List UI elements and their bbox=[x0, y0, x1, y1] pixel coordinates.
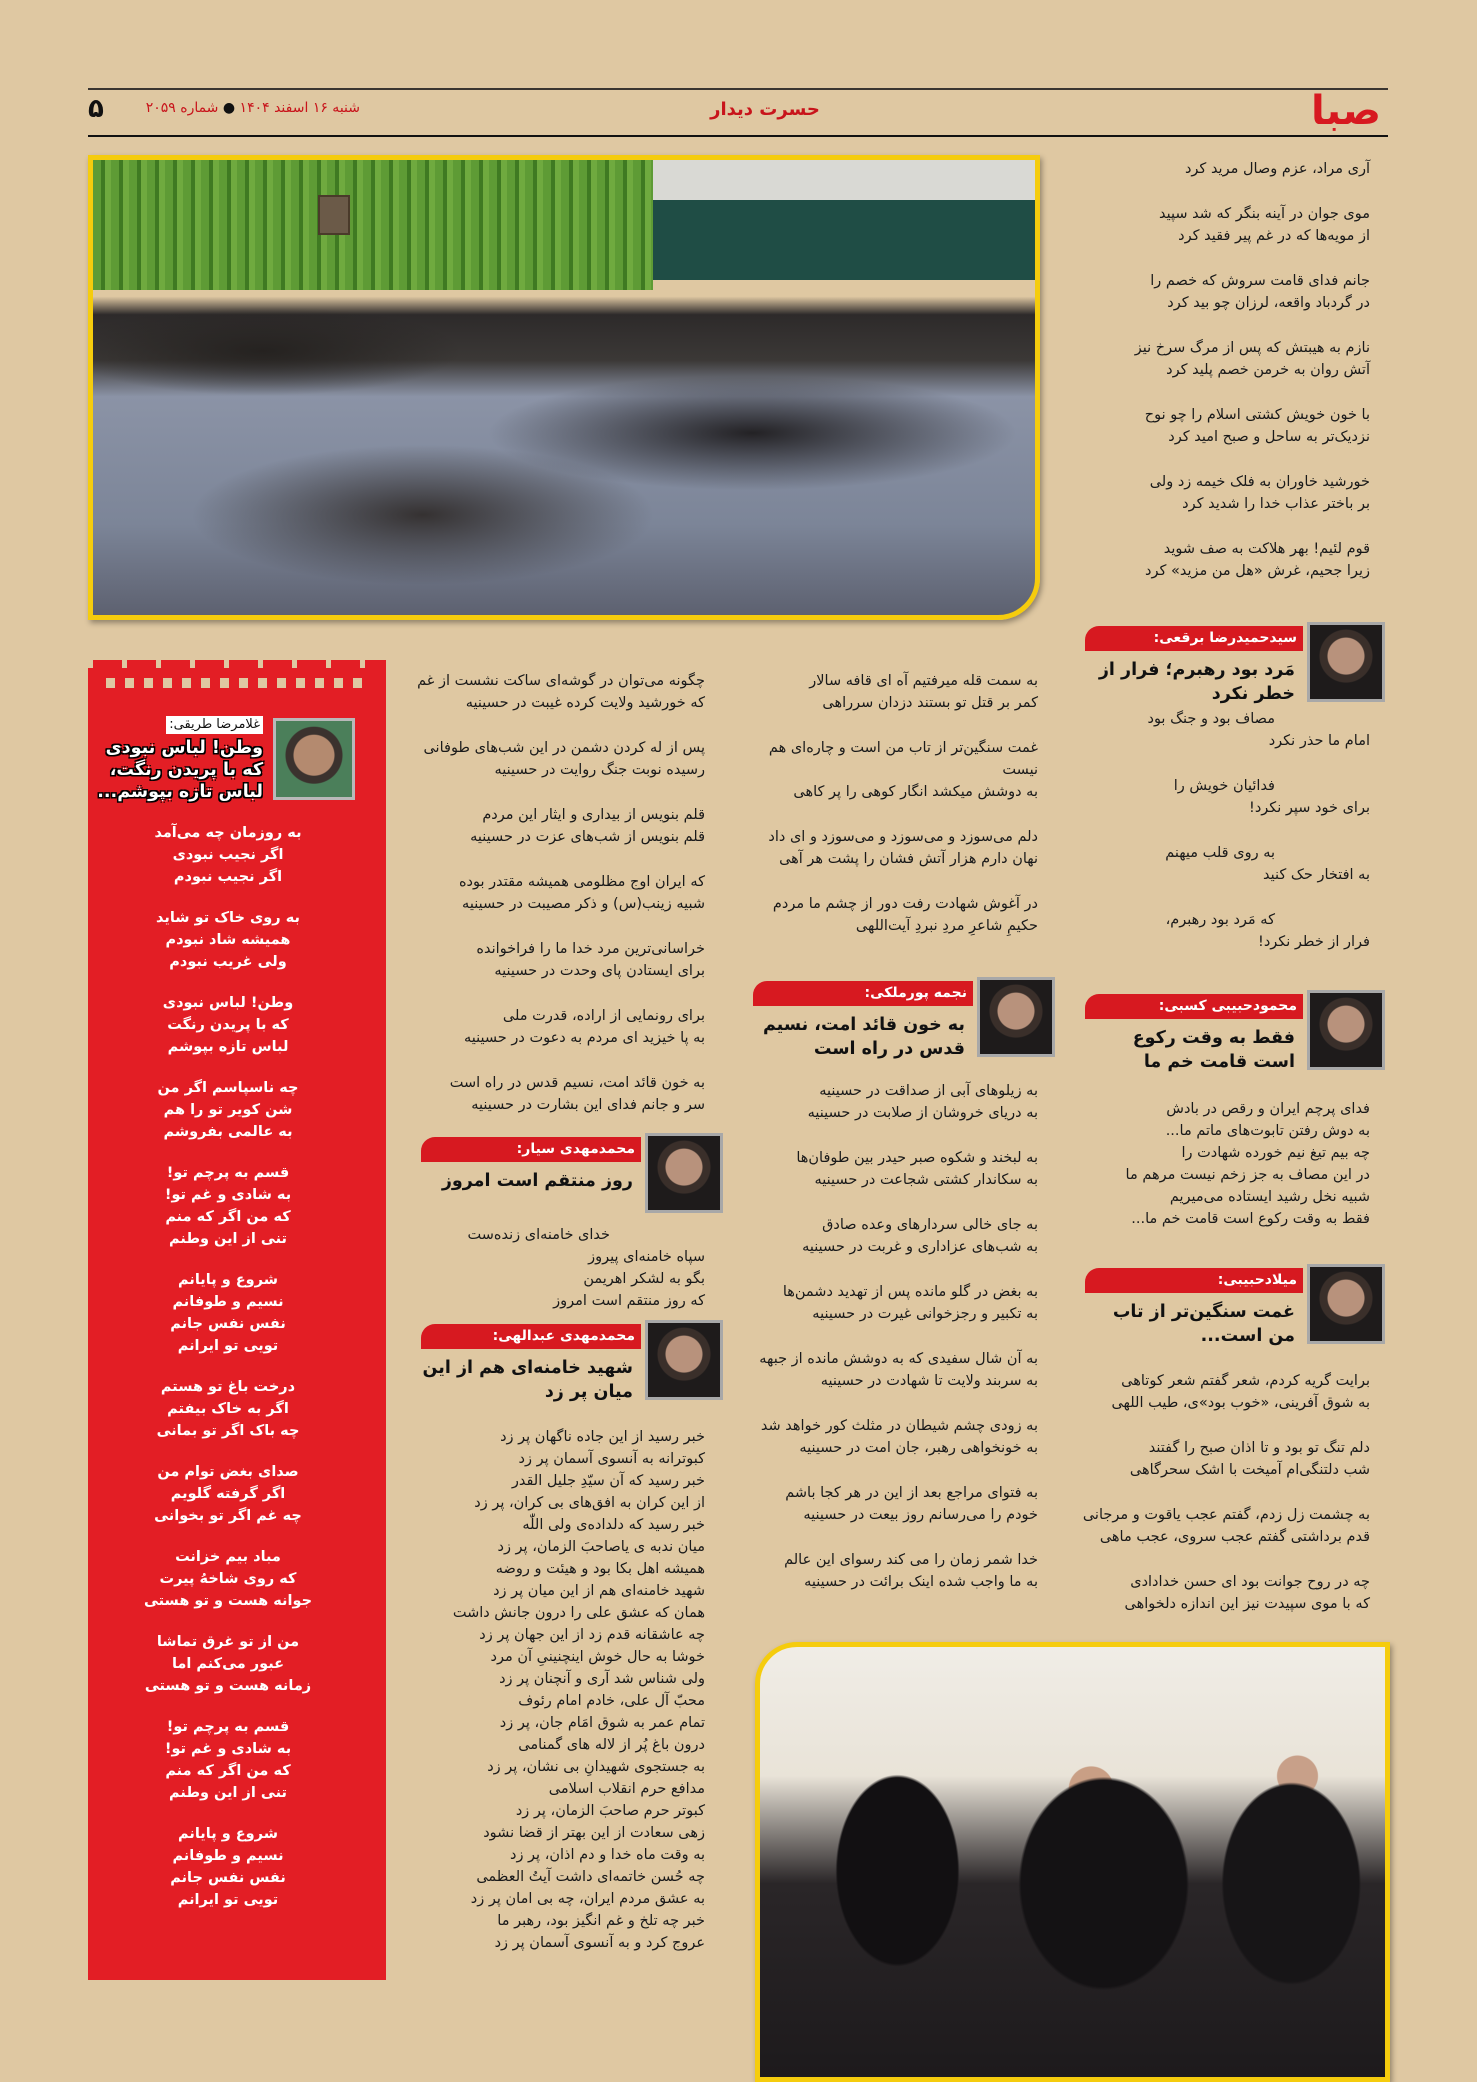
author-block-barqaei bbox=[1085, 622, 1385, 704]
stanza bbox=[128, 1162, 328, 1250]
poem-line: خبر رسید که آن سیّدِ جلیل القدر bbox=[511, 1473, 705, 1489]
stanza bbox=[128, 1716, 328, 1804]
stanza bbox=[1070, 538, 1370, 582]
poem-line: مدافع حرم انقلاب اسلامی bbox=[548, 1781, 705, 1797]
poem-line: کمر بر قتل تو بستند دزدان سرراهی bbox=[822, 695, 1038, 711]
poem-line: از این کران به افق‌های بی کران، پر زد bbox=[474, 1495, 705, 1511]
poem-line: شب دلتنگی‌ام آمیخت با اشک سحرگاهی bbox=[1129, 1462, 1370, 1478]
poem-line: کبوترانه به آنسوی آسمان پر زد bbox=[518, 1451, 705, 1467]
poem-line: خوشا به حال خوش اینچنینیِ آن مرد bbox=[490, 1649, 705, 1665]
poem-line: شهید خامنه‌ای هم از این میان پر زد bbox=[493, 1583, 705, 1599]
poem-line: کبوتر حرم صاحبَ الزمان، پر زد bbox=[515, 1803, 705, 1819]
poem-line: با خون خویش کشتی اسلام را چو نوح bbox=[1144, 407, 1370, 423]
poem-line: به شوق آفرینی، «خوب بود»ی، طیب اللهی bbox=[1111, 1395, 1370, 1411]
poem-line: برای خود سپر نکرد! bbox=[1249, 800, 1370, 816]
poem-line: قوم لئیم! بهر هلاکت به صف شوید bbox=[1163, 541, 1370, 557]
poem-line: چه عاشقانه قدم زد از این جهان پر زد bbox=[479, 1627, 705, 1643]
poem-line: نازم به هیبتش که پس از مرگ سرخ نیز bbox=[1134, 340, 1370, 356]
poem-line: اگر نجیب نبودی bbox=[172, 847, 284, 863]
poem-line: چه ناسپاسم اگر من bbox=[157, 1080, 299, 1096]
poem-line: فدای پرچم ایران و رقص در بادش bbox=[1166, 1101, 1370, 1117]
author-name: نجمه پورملکی: bbox=[753, 981, 973, 1006]
poem-line: به روزمان چه می‌آمد bbox=[154, 825, 302, 841]
milad-poem bbox=[1070, 1370, 1370, 1638]
stanza bbox=[743, 1348, 1038, 1392]
poem-line: به زیلوهای آبی از صداقت در حسینیه bbox=[819, 1083, 1038, 1099]
poem-line: به دوش رفتن تابوت‌های ماتم ما... bbox=[1165, 1123, 1370, 1139]
bullet: ● bbox=[222, 100, 236, 116]
header-top-rule bbox=[88, 88, 1388, 90]
stanza bbox=[410, 804, 705, 848]
poem-line: به عشق مردم ایران، چه بی امان پر زد bbox=[470, 1891, 705, 1907]
poem-line: شروع و پایانم bbox=[178, 1826, 278, 1842]
poem-line: تمام عمر به شوق امَام جان، پر زد bbox=[499, 1715, 705, 1731]
poem-line: نفس نفس جانم bbox=[170, 1870, 286, 1886]
poem-line: قسم به پرچم تو! bbox=[166, 1719, 290, 1735]
poem-line: به روی خاک تو شاید bbox=[156, 910, 300, 926]
poem-line: آری مراد، عزم وصال مرید کرد bbox=[1184, 161, 1370, 177]
poem-line: به تکبیر و رجزخوانی غیرت در حسینیه bbox=[812, 1306, 1038, 1322]
poem-line: نسیم و طوفانم bbox=[172, 1294, 284, 1310]
stanza bbox=[128, 1077, 328, 1143]
poem-line: در آغوش شهادت رفت دور از چشم ما مردم bbox=[772, 896, 1038, 912]
poem-line: خدای خامنه‌ای زنده‌ست bbox=[467, 1227, 610, 1243]
poem-line: امام ما حذر نکرد bbox=[1268, 733, 1370, 749]
poem-line: لباس تازه بپوشم bbox=[167, 1039, 289, 1055]
stanza bbox=[743, 1415, 1038, 1459]
poem-line: به روی قلب میهنم bbox=[1165, 845, 1275, 861]
poem-line: جانم فدای قامت سروش که خصم را bbox=[1150, 273, 1370, 289]
poem-line: به دریای خروشان از صلابت در حسینیه bbox=[807, 1105, 1038, 1121]
stanza bbox=[128, 1461, 328, 1527]
stanza bbox=[410, 1072, 705, 1116]
stanza bbox=[1070, 337, 1370, 381]
poem-line: حکیمِ شاعرِ مردِ نبردِ آیت‌اللهی bbox=[855, 918, 1038, 934]
poem-line: قسم به پرچم تو! bbox=[166, 1165, 290, 1181]
stanza bbox=[1070, 404, 1370, 448]
poem-line: اگر به خاک بیفتم bbox=[167, 1401, 289, 1417]
poem-line: دلم می‌سوزد و می‌سوزد و می‌سوزد و ای داد bbox=[768, 829, 1038, 845]
poem-line: قلم بنویس از بیداری و ایثار این مردم bbox=[482, 807, 705, 823]
poem-line: به زودی چشم شیطان در مثلث کور خواهد شد bbox=[760, 1418, 1038, 1434]
poem-line: چه غم اگر تو بخوانی bbox=[154, 1508, 302, 1524]
poem-line: چه باک اگر تو بمانی bbox=[156, 1423, 300, 1439]
poem-line: که ایران اوج مظلومی همیشه مقتدر بوده bbox=[458, 874, 705, 890]
poem-line: همان که عشق علی را درون جانش داشت bbox=[452, 1605, 705, 1621]
stanza bbox=[128, 992, 328, 1058]
poem-line: تویی تو ایرانم bbox=[177, 1338, 279, 1354]
poem-line: چه در روح جوانت بود ای حسن خدادادی bbox=[1130, 1574, 1370, 1590]
stanza bbox=[1070, 471, 1370, 515]
issue-number: شماره ۲۰۵۹ bbox=[145, 100, 219, 116]
poem-line: که با موی سپیدت نیز این اندازه دلخواهی bbox=[1124, 1596, 1370, 1612]
poem-line: من از تو غرق تماشا bbox=[156, 1634, 300, 1650]
stanza bbox=[128, 907, 328, 973]
poem-line: برای رونمایی از اراده، قدرت ملی bbox=[502, 1008, 705, 1024]
stanza bbox=[410, 871, 705, 915]
poem-line: شبیه زینب(س) و ذکر مصیبت در حسینیه bbox=[462, 896, 705, 912]
poem-line: به چشمت زل زدم، گفتم عجب یاقوت و مرجانی bbox=[1082, 1507, 1370, 1523]
poem-line: درون باغ پُر از لاله های گمنامی bbox=[518, 1737, 705, 1753]
poem-line: به سمت قله میرفتیم آه ای قافه سالار bbox=[809, 673, 1038, 689]
stanza bbox=[743, 893, 1038, 937]
author-block-kasbi bbox=[1085, 990, 1385, 1080]
stanza bbox=[1070, 1437, 1370, 1481]
poem-line: به عالمی بفروشم bbox=[163, 1124, 293, 1140]
stanza bbox=[1070, 1571, 1370, 1615]
poem-line: صدای بغض توام من bbox=[157, 1464, 299, 1480]
author-photo bbox=[273, 718, 355, 800]
stanza bbox=[743, 1482, 1038, 1526]
red-poem-panel bbox=[88, 660, 386, 1980]
column-three-top-poem bbox=[410, 670, 705, 1139]
women-meeting-photo bbox=[755, 1642, 1390, 2082]
poem-line: چه حُسن خاتمه‌ای داشت آیتُ العظمی bbox=[476, 1869, 705, 1885]
wall-portrait bbox=[318, 195, 350, 235]
poem-line: خبر رسید از این جاده ناگهان پر زد bbox=[500, 1429, 705, 1445]
stanza bbox=[128, 1823, 328, 1911]
author-name: محمدمهدی عبدالهی: bbox=[421, 1324, 641, 1349]
poem-line: که روز منتقم است امروز bbox=[553, 1293, 705, 1309]
poem-line: به فتوای مراجع بعد از این در هر کجا باشم bbox=[785, 1485, 1038, 1501]
poem-headline: شهید خامنه‌ای هم از این میان پر زد bbox=[422, 1358, 633, 1402]
poem-headline: وطن! لباس نبودی که با پریدن رنگت، لباس تازه بپوشم... bbox=[97, 738, 263, 802]
poem-line: شروع و پایانم bbox=[178, 1272, 278, 1288]
stanza bbox=[128, 1376, 328, 1442]
poem-line: بگو به لشکر اهریمن bbox=[583, 1271, 705, 1287]
stanza bbox=[743, 670, 1038, 714]
poem-line: زیرا جحیم، غرش «هل من مزید» کرد bbox=[1145, 563, 1370, 579]
poem-line: به خون قائد امت، نسیم قدس در راه است bbox=[449, 1075, 705, 1091]
poem-line: بر باختر عذاب خدا را شدید کرد bbox=[1182, 496, 1370, 512]
poem-line: که روی شاخهُ پیرت bbox=[159, 1571, 297, 1587]
poem-line: به سربند ولایت تا شهادت در حسینیه bbox=[820, 1373, 1038, 1389]
stanza bbox=[1070, 1504, 1370, 1548]
poem-line: خورشید خاوران به فلک خیمه زد ولی bbox=[1149, 474, 1370, 490]
poem-line: سر و جانم فدای این بشارت در حسینیه bbox=[471, 1097, 705, 1113]
poem-line: رسیده نوبت جنگ روایت در حسینیه bbox=[494, 762, 705, 778]
poem-line: نسیم و طوفانم bbox=[172, 1848, 284, 1864]
abdollahi-poem bbox=[410, 1426, 705, 1977]
stanza bbox=[1070, 158, 1370, 180]
poem-line: شبیه نخل رشید ایستاده می‌میریم bbox=[1169, 1189, 1370, 1205]
poem-line: قلم بنویس از شب‌های عزت در حسینیه bbox=[470, 829, 705, 845]
stanza bbox=[743, 826, 1038, 870]
poem-line: ولی غریب نبودم bbox=[169, 954, 287, 970]
poem-line: که خورشید ولایت کرده غیبت در حسینیه bbox=[465, 695, 705, 711]
author-name: محمدمهدی سیار: bbox=[421, 1137, 641, 1162]
poem-line: فرار از خطر نکرد! bbox=[1258, 934, 1370, 950]
stanza bbox=[743, 1281, 1038, 1325]
poem-line: به خونخواهی رهبر، جان امت در حسینیه bbox=[799, 1440, 1038, 1456]
author-name: غلامرضا طریقی: bbox=[166, 716, 263, 734]
poem-line: به شادی و غم تو! bbox=[164, 1187, 292, 1203]
poem-line: نزدیک‌تر به ساحل و صبح امید کرد bbox=[1168, 429, 1370, 445]
stanza bbox=[128, 822, 328, 888]
stanza bbox=[1070, 203, 1370, 247]
perforation-row bbox=[106, 678, 368, 688]
intro-poem bbox=[1070, 158, 1370, 605]
poem-line: به آن شال سفیدی که به دوشش مانده از جبهه bbox=[759, 1351, 1038, 1367]
poem-line: مباد بیم خزانت bbox=[175, 1549, 281, 1565]
poem-line: به ما واجب شده اینک برائت در حسینیه bbox=[804, 1574, 1038, 1590]
poem-line: تنی از این وطنم bbox=[169, 1231, 287, 1247]
poem-line: غمت سنگین‌تر از تاب من است و چاره‌ای هم نیست bbox=[768, 740, 1038, 778]
author-photo bbox=[645, 1320, 723, 1400]
poem-line: که با پریدن رنگت bbox=[167, 1017, 289, 1033]
stanza bbox=[410, 737, 705, 781]
stanza bbox=[743, 1214, 1038, 1258]
poem-headline: روز منتقم است امروز bbox=[441, 1171, 633, 1191]
pourmaleki-poem bbox=[743, 1080, 1038, 1616]
poem-line: خدا شمر زمان را می کند رسوای این عالم bbox=[784, 1552, 1038, 1568]
kasbi-poem bbox=[1070, 1098, 1370, 1253]
author-photo bbox=[1307, 990, 1385, 1070]
stanza bbox=[1070, 842, 1370, 886]
poem-line: چگونه می‌توان در گوشه‌ای ساکت نشست از غم bbox=[417, 673, 705, 689]
poem-line: آتش روان به خرمن خصم پلید کرد bbox=[1166, 362, 1370, 378]
stanza bbox=[410, 670, 705, 714]
stanza bbox=[1070, 775, 1370, 819]
poem-line: خراسانی‌ترین مرد خدا ما را فراخوانده bbox=[476, 941, 705, 957]
header-bottom-rule bbox=[88, 135, 1388, 137]
back-wall bbox=[653, 160, 1035, 280]
author-photo bbox=[1307, 622, 1385, 702]
poem-line: جوانه هست و تو هستی bbox=[143, 1593, 313, 1609]
poem-headline: غمت سنگین‌تر از تاب من است... bbox=[1112, 1302, 1295, 1346]
poem-line: موی جوان در آینه بنگر که شد سپید bbox=[1158, 206, 1370, 222]
poem-line: که مَرد بود رهبرم، bbox=[1165, 912, 1275, 928]
stanza bbox=[410, 1005, 705, 1049]
author-block-sayyar bbox=[421, 1133, 723, 1218]
author-name: سیدحمیدرضا برقعی: bbox=[1085, 626, 1303, 651]
poem-line: میان ندبه ی یاصاحبَ الزمان، پر زد bbox=[497, 1539, 705, 1555]
poem-line: مصاف بود و جنگ بود bbox=[1147, 711, 1275, 727]
poem-line: زمانه هست و تو هستی bbox=[144, 1678, 312, 1694]
issue-info bbox=[110, 100, 360, 116]
poem-line: همیشه شاد نبودم bbox=[165, 932, 291, 948]
poem-line: به سکاندار کشتی شجاعت در حسینیه bbox=[814, 1172, 1038, 1188]
author-block-milad bbox=[1085, 1264, 1385, 1349]
poem-line: به دوشش میکشد انگار کوهی را پر کاهی bbox=[793, 784, 1038, 800]
poem-line: عبور می‌کنم اما bbox=[171, 1656, 285, 1672]
poem-line: عروج کرد و به آنسوی آسمان پر زد bbox=[494, 1935, 705, 1951]
stanza bbox=[743, 1080, 1038, 1124]
stanza bbox=[128, 1269, 328, 1357]
poem-line: به شادی و غم تو! bbox=[164, 1741, 292, 1757]
stanza bbox=[743, 737, 1038, 803]
section-title: حسرت دیدار bbox=[710, 99, 820, 120]
poem-headline: مَرد بود رهبرم؛ فرار از خطر نکرد bbox=[1098, 660, 1295, 704]
stanza bbox=[128, 1631, 328, 1697]
tarighi-poem bbox=[128, 822, 328, 1930]
poem-line: سپاه خامنه‌ای پیروز bbox=[588, 1249, 705, 1265]
poem-line: دلم تنگ تو بود و تا اذان صبح را گفتند bbox=[1148, 1440, 1370, 1456]
poem-line: که من اگر که منم bbox=[165, 1209, 291, 1225]
poem-line: برایت گریه کردم، شعر گفتم شعر کوتاهی bbox=[1121, 1373, 1370, 1389]
poem-line: ولی شناس شد آری و آنچنان پر زد bbox=[499, 1671, 705, 1687]
author-block-abdollahi bbox=[421, 1320, 723, 1405]
meeting-hall-photo bbox=[88, 155, 1040, 620]
poem-line: قدم برداشتی گفتم عجب سروی، عجب ماهی bbox=[1099, 1529, 1370, 1545]
poem-line: تویی تو ایرانم bbox=[177, 1892, 279, 1908]
poem-headline: به خون قائد امت، نسیم قدس در راه است bbox=[762, 1015, 965, 1059]
poem-line: از مویه‌ها که در غم پیر فقید کرد bbox=[1178, 228, 1370, 244]
poem-line: به وقت ماه خدا و دم اذان، پر زد bbox=[509, 1847, 705, 1863]
author-photo bbox=[645, 1133, 723, 1213]
poem-line: اگر گرفته گلویم bbox=[170, 1486, 286, 1502]
author-name: محمودحبیبی کسبی: bbox=[1085, 994, 1303, 1019]
sayyar-poem bbox=[410, 1224, 705, 1335]
poem-line: چه بیم تیغ نیم خورده شهادت را bbox=[1181, 1145, 1370, 1161]
poem-line: محبّ آل علی، خادم امام رئوف bbox=[518, 1693, 705, 1709]
poem-line: خبر رسید که دلداده‌ی ولی اللّٰه bbox=[522, 1517, 705, 1533]
stanza bbox=[410, 1224, 705, 1312]
stanza bbox=[1070, 708, 1370, 752]
poem-line: به افتخار حک کنید bbox=[1263, 867, 1370, 883]
author-photo bbox=[1307, 1264, 1385, 1344]
poem-line: وطن! لباس نبودی bbox=[162, 995, 294, 1011]
poem-line: نهان دارم هزار آتش فشان را پشت هر آهی bbox=[779, 851, 1038, 867]
issue-date: شنبه ۱۶ اسفند ۱۴۰۴ bbox=[239, 100, 360, 116]
stanza bbox=[410, 938, 705, 982]
author-block-pourmaleki bbox=[753, 977, 1055, 1062]
newspaper-logo: صبا bbox=[1311, 88, 1381, 134]
stanza bbox=[1070, 270, 1370, 314]
stanza bbox=[1070, 1098, 1370, 1230]
poem-line: به لبخند و شکوه صبر حیدر بین طوفان‌ها bbox=[796, 1150, 1038, 1166]
poem-line: به جستجوی شهیدانِ بی نشان، پر زد bbox=[487, 1759, 705, 1775]
page-number: ۵ bbox=[88, 94, 104, 124]
poem-line: به جای خالی سردارهای وعده صادق bbox=[822, 1217, 1038, 1233]
poem-line: اگر نجیب نبودم bbox=[173, 869, 283, 885]
stanza bbox=[1070, 1370, 1370, 1414]
poem-line: برای ایستادن پای وحدت در حسینیه bbox=[494, 963, 705, 979]
poem-line: فقط به وقت رکوع است قامت خم ما... bbox=[1131, 1211, 1370, 1227]
poem-line: که من اگر که منم bbox=[165, 1763, 291, 1779]
column-two-top-poem bbox=[743, 670, 1038, 960]
author-name: میلادحبیبی: bbox=[1085, 1268, 1303, 1293]
green-curtain bbox=[93, 160, 653, 290]
poem-line: به شب‌های عزاداری و غربت در حسینیه bbox=[802, 1239, 1038, 1255]
poem-line: شن کویر تو را هم bbox=[163, 1102, 293, 1118]
poem-line: در گردباد واقعه، لرزان چو بید کرد bbox=[1167, 295, 1370, 311]
poem-headline: فقط به وقت رکوع است قامت خم ما bbox=[1132, 1028, 1295, 1072]
poem-line: خبر چه تلخ و غم انگیز بود، رهبر ما bbox=[497, 1913, 705, 1929]
poem-line: خودم را می‌رسانم روز بیعت در حسینیه bbox=[803, 1507, 1038, 1523]
barqaei-poem bbox=[1070, 708, 1370, 976]
poem-line: درخت باغ تو هستم bbox=[160, 1379, 296, 1395]
poem-line: فدائیان خویش را bbox=[1173, 778, 1275, 794]
poem-line: پس از له کردن دشمن در این شب‌های طوفانی bbox=[423, 740, 705, 756]
poem-line: همیشه اهل بکا بود و هیئت و روضه bbox=[495, 1561, 705, 1577]
poem-line: تنی از این وطنم bbox=[169, 1785, 287, 1801]
stanza bbox=[743, 1147, 1038, 1191]
poem-line: در این مصاف به جز زخم نیست مرهم ما bbox=[1125, 1167, 1370, 1183]
stanza bbox=[410, 1426, 705, 1954]
stanza bbox=[128, 1546, 328, 1612]
stanza bbox=[1070, 909, 1370, 953]
author-photo bbox=[977, 977, 1055, 1057]
poem-line: نفس نفس جانم bbox=[170, 1316, 286, 1332]
torn-edge bbox=[88, 660, 386, 668]
poem-line: زهی سعادت از این بهتر از قضا نشود bbox=[483, 1825, 705, 1841]
poem-line: به پا خیزید ای مردم به دعوت در حسینیه bbox=[463, 1030, 705, 1046]
stanza bbox=[743, 1549, 1038, 1593]
poem-line: به بغض در گلو مانده پس از تهدید دشمن‌ها bbox=[782, 1284, 1038, 1300]
